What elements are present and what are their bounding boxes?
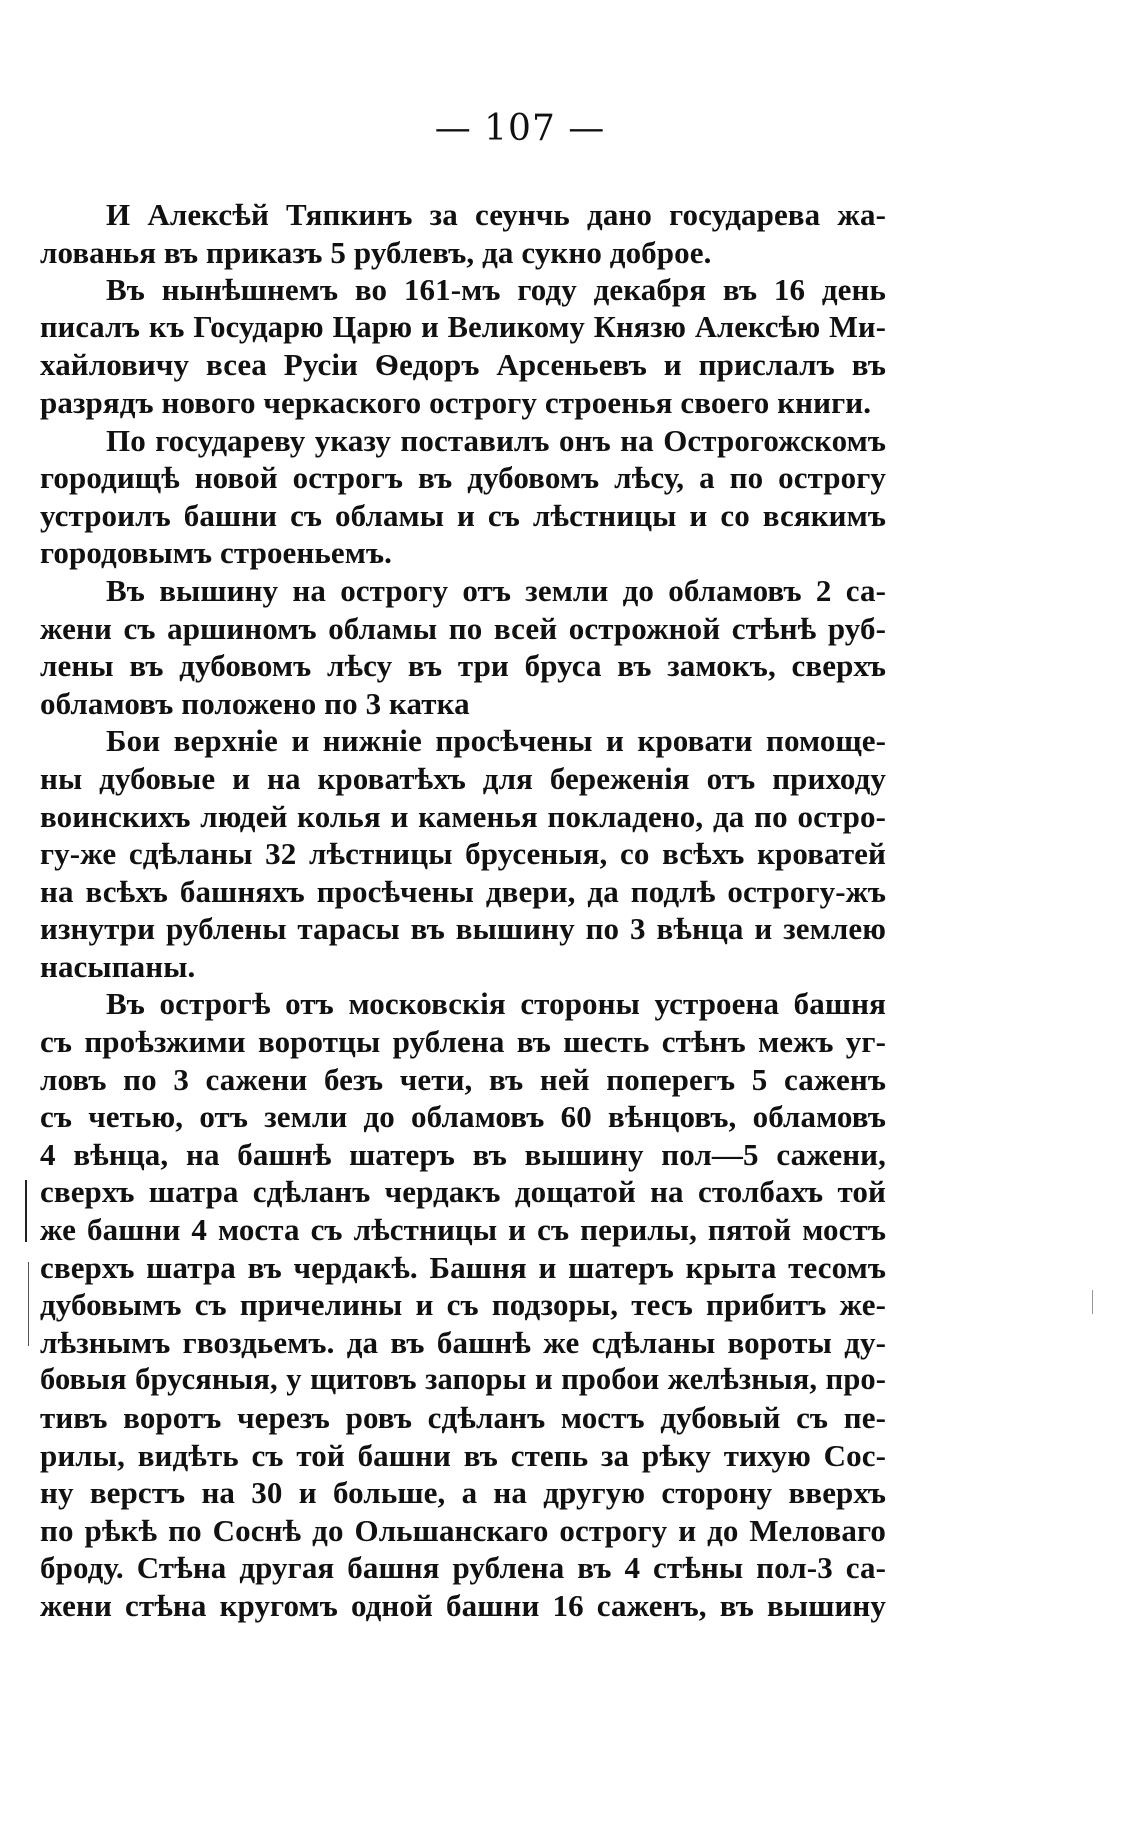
text-line: лѣзнымъ гвоздьемъ. да въ башнѣ же сдѣланы вороты ду- <box>40 1324 886 1360</box>
body-text <box>40 196 886 1625</box>
text-line: писалъ къ Государю Царю и Великому Князю Алексѣю Ми- <box>40 309 886 344</box>
text-line: ны дубовые и на кроватѣхъ для береженія отъ приходу <box>40 760 886 796</box>
text-line: разрядъ нового черкаского острогу строенья своего книги. <box>40 384 872 420</box>
text-line: же башни 4 моста съ лѣстницы и съ перилы, пятой мостъ <box>40 1212 886 1248</box>
text-line: лены въ дубовомъ лѣсу въ три бруса въ замокъ, сверхъ <box>40 648 886 684</box>
text-line: съ проѣзжими воротцы рублена въ шесть стѣнъ межъ уг- <box>40 1024 886 1060</box>
text-line: Въ острогѣ отъ московскія стороны устроена башня <box>106 986 886 1022</box>
text-line: съ четью, отъ земли до обламовъ 60 вѣнцовъ, обламовъ <box>40 1099 886 1135</box>
text-line: сверхъ шатра сдѣланъ чердакъ дощатой на столбахъ той <box>40 1174 886 1210</box>
text-line: гу-же сдѣланы 32 лѣстницы брусеныя, со всѣхъ кроватей <box>40 836 886 872</box>
text-line: изнутри рублены тарасы въ вышину по 3 вѣнца и землею <box>40 911 886 947</box>
text-line: городищѣ новой острогъ въ дубовомъ лѣсу, а по острогу <box>40 460 886 496</box>
page-number: — 107 — <box>434 108 606 149</box>
text-line: лованья въ приказъ 5 рублевъ, да сукно доброе. <box>40 234 712 270</box>
text-line: бовыя брусяныя, у щитовъ запоры и пробои желѣзныя, про- <box>40 1362 886 1397</box>
text-line: хайловичу всеа Русіи Ѳедоръ Арсеньевъ и прислалъ въ <box>40 347 886 383</box>
text-line: По государеву указу поставилъ онъ на Острогожскомъ <box>106 422 886 458</box>
text-line: жени съ аршиномъ обламы по всей острожной стѣнѣ руб- <box>40 610 886 646</box>
text-line: обламовъ положено по 3 катка <box>40 685 470 721</box>
text-line: дубовымъ съ причелины и съ подзоры, тесъ прибитъ же- <box>40 1287 886 1323</box>
text-line: И Алексѣй Тяпкинъ за сеунчь дано государева жа- <box>106 197 886 232</box>
text-line: ловъ по 3 сажени безъ чети, въ ней поперегъ 5 саженъ <box>40 1061 886 1097</box>
text-line: воинскихъ людей колья и каменья покладено, да по остро- <box>40 798 886 834</box>
text-line: тивъ воротъ черезъ ровъ сдѣланъ мостъ дубовый съ пе- <box>40 1400 886 1435</box>
text-line: 4 вѣнца, на башнѣ шатеръ въ вышину пол—5 сажени, <box>40 1136 886 1172</box>
text-line: городовымъ строеньемъ. <box>40 535 392 571</box>
margin-mark <box>25 1180 27 1242</box>
text-line: по рѣкѣ по Соснѣ до Ольшанскаго острогу и до Меловаго <box>40 1512 886 1548</box>
margin-mark-secondary <box>28 1262 29 1346</box>
text-line: броду. Стѣна другая башня рублена въ 4 стѣны пол-3 са- <box>40 1550 886 1586</box>
text-line: на всѣхъ башняхъ просѣчены двери, да подлѣ острогу-жъ <box>40 873 886 909</box>
text-line: насыпаны. <box>40 948 196 984</box>
text-line: сверхъ шатра въ чердакѣ. Башня и шатеръ крыта тесомъ <box>40 1249 886 1285</box>
text-line: Бои верхніе и нижніе просѣчены и кровати помоще- <box>106 723 886 759</box>
text-line: Въ вышину на острогу отъ земли до обламовъ 2 са- <box>106 572 886 608</box>
text-line: устроилъ башни съ обламы и съ лѣстницы и со всякимъ <box>40 497 886 533</box>
scan-artifact-mark <box>1092 1290 1093 1314</box>
text-line: ну верстъ на 30 и больше, а на другую сторону вверхъ <box>40 1475 886 1511</box>
text-line: Въ нынѣшнемъ во 161-мъ году декабря въ 16 день <box>106 272 886 308</box>
text-line: рилы, видѣть съ той башни въ степь за рѣку тихую Сос- <box>40 1437 886 1473</box>
text-line: жени стѣна кругомъ одной башни 16 саженъ, въ вышину <box>40 1587 886 1623</box>
